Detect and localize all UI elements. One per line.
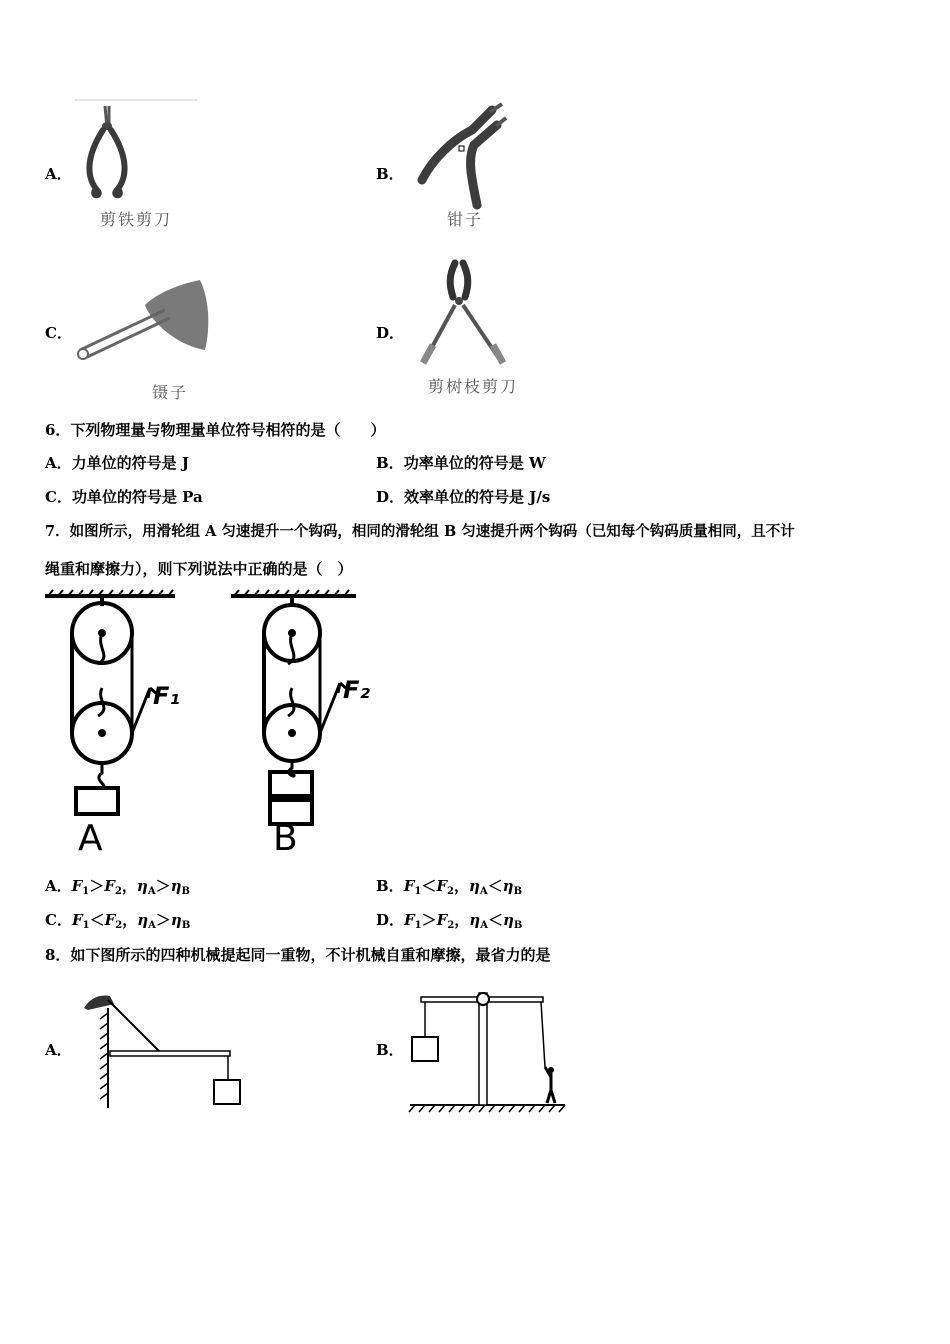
q7-option-b-rel2: ＜ [487,877,503,895]
q7-option-b-f2: F [436,877,447,895]
q7-option-d-eta-b-sub: B [513,920,523,931]
q6-option-d-text: 效率单位的符号是 J/s [404,488,551,506]
q7-option-a-eta-a-sub: A [147,886,156,897]
q7-option-a-sep: ， [121,877,137,895]
q7-option-c-eta-a-sub: A [148,920,156,931]
q7-option-d-f2: F [436,911,448,929]
wall-lever-diagram [78,988,248,1113]
q6-option-d-letter: D． [376,488,405,506]
q7-option-b-letter: B． [376,877,404,895]
q8-option-a-letter[interactable]: A． [45,1041,72,1059]
q7-option-c-eta-b-sub: B [181,920,191,931]
q7-option-c-eta-b: η [170,911,182,929]
q7-stem-line2: 绳重和摩擦力），则下列说法中正确的是（ ） [45,560,353,578]
q7-option-a-eta-b: η [170,877,182,895]
q5-option-a-caption: 剪铁剪刀 [100,210,173,229]
q7-option-a[interactable] [45,876,190,902]
q6-stem: 6．下列物理量与物理量单位符号相符的是（ ） [45,421,386,439]
q7-option-b-f1-sub: 1 [414,886,422,897]
q7-option-c-sep: ， [122,911,138,929]
q7-option-c-rel1: ＜ [89,911,105,929]
q7-option-d-rel1: ＞ [421,911,437,929]
q8-option-b-letter[interactable]: B． [376,1041,404,1059]
q6-option-d[interactable] [376,487,550,507]
q6-option-b-text: 功率单位的符号是 W [403,454,546,472]
q6-option-b-letter: B． [376,454,404,472]
q7-option-d-letter: D． [376,911,405,929]
q7-option-d-f1: F [404,911,415,929]
q7-option-a-f1: F [71,877,83,895]
q7-option-c-f1-sub: 1 [82,920,90,931]
q6-option-a[interactable] [45,453,189,473]
pulley-system-a-diagram [40,588,200,863]
q7-option-b-eta-a-sub: A [479,886,488,897]
q7-option-c-f1: F [71,911,83,929]
q7-option-d-eta-a-sub: A [480,920,488,931]
q6-option-a-text: 力单位的符号是 J [71,454,189,472]
force-label-f2: F₂ [343,676,370,704]
q5-option-b-letter[interactable]: B． [376,165,404,183]
branch-shears-illustration [415,255,525,370]
q7-option-a-rel1: ＞ [89,877,105,895]
q7-option-b[interactable] [376,876,522,902]
q7-option-d[interactable] [376,910,522,936]
q5-option-d-letter[interactable]: D． [376,324,405,342]
q7-option-b-sep: ， [453,877,469,895]
q6-option-b[interactable] [376,453,546,473]
force-label-f1: F₁ [153,682,180,710]
q7-option-c-f2-sub: 2 [115,920,123,931]
q7-option-a-f2: F [104,877,115,895]
q5-option-d-caption: 剪树枝剪刀 [428,377,519,396]
q7-option-a-rel2: ＞ [155,877,171,895]
ceiling-hatch-a [45,590,175,596]
q7-option-c-letter: C． [45,911,72,929]
q7-option-a-f2-sub: 2 [114,886,122,897]
q7-option-c-rel2: ＞ [155,911,171,929]
q5-option-a-letter[interactable]: A． [45,165,72,183]
q7-option-d-eta-b: η [502,911,514,929]
q7-option-c[interactable] [45,910,190,936]
q7-option-c-eta-a: η [137,911,149,929]
q8-stem: 8．如下图所示的四种机械提起同一重物，不计机械自重和摩擦，最省力的是 [45,946,551,964]
pulley-label-a: A [78,818,103,859]
q7-option-a-eta-a: η [136,877,148,895]
q7-option-b-eta-a: η [468,877,480,895]
q7-option-b-eta-b: η [502,877,514,895]
q6-option-c-text: 功单位的符号是 Pa [71,488,203,506]
q5-option-b-caption: 钳子 [447,210,484,229]
q6-option-a-letter: A． [45,454,72,472]
q5-option-c-caption: 镊子 [152,383,189,402]
q7-option-a-f1-sub: 1 [82,886,90,897]
q7-option-c-f2: F [104,911,116,929]
q7-option-b-eta-b-sub: B [513,886,523,897]
q7-option-d-f1-sub: 1 [414,920,422,931]
q7-stem-line1: 7．如图所示，用滑轮组 A 匀速提升一个钩码，相同的滑轮组 B 匀速提升两个钩码（已知每个钩码质量相同，且不计 [45,523,795,540]
q6-option-c[interactable] [45,487,203,507]
ceiling-hatch-b [231,590,356,596]
q7-option-a-eta-b-sub: B [181,886,190,897]
q7-option-a-letter: A． [45,877,72,895]
pulley-label-b: B [273,818,298,859]
q7-option-b-f2-sub: 2 [446,886,454,897]
crane-lever-diagram [405,985,575,1115]
q7-option-b-rel1: ＜ [421,877,437,895]
q7-option-b-f1: F [403,877,415,895]
q7-option-d-eta-a: η [469,911,481,929]
pulley-system-b-diagram [226,588,386,863]
q7-option-d-f2-sub: 2 [447,920,455,931]
q5-option-c-letter[interactable]: C． [45,324,72,342]
tweezers-illustration [75,270,215,370]
q7-option-d-rel2: ＜ [487,911,503,929]
q7-option-d-sep: ， [454,911,470,929]
q6-option-c-letter: C． [45,488,72,506]
